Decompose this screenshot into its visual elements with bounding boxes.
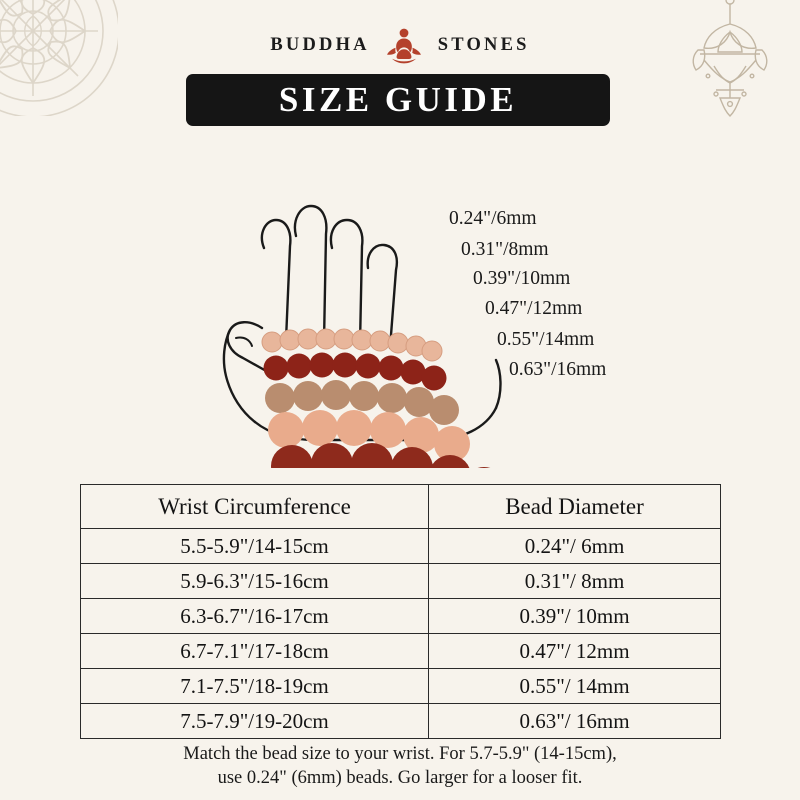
- hand-bracelets-illustration: [0, 128, 800, 468]
- callout-label: 0.63"/16mm: [509, 359, 607, 380]
- callout-label: 0.24"/6mm: [449, 208, 537, 229]
- cell-bead: 0.24"/ 6mm: [429, 529, 721, 564]
- size-table-wrapper: [80, 484, 720, 739]
- cell-bead: 0.55"/ 14mm: [429, 669, 721, 704]
- cell-wrist: 6.7-7.1"/17-18cm: [81, 634, 429, 669]
- callout-label: 0.55"/14mm: [497, 329, 595, 350]
- size-table: [80, 484, 721, 739]
- cell-bead: 0.39"/ 10mm: [429, 599, 721, 634]
- cell-bead: 0.31"/ 8mm: [429, 564, 721, 599]
- footer-note-line-2: use 0.24" (6mm) beads. Go larger for a looser fit.: [217, 768, 583, 788]
- cell-wrist: 6.3-6.7"/16-17cm: [81, 599, 429, 634]
- table-row: [81, 529, 721, 564]
- cell-bead: 0.47"/ 12mm: [429, 634, 721, 669]
- buddha-figure-icon: [384, 26, 424, 64]
- page-title: SIZE GUIDE: [278, 80, 518, 119]
- cell-wrist: 7.1-7.5"/18-19cm: [81, 669, 429, 704]
- table-header-row: [81, 485, 721, 529]
- callout-label: 0.47"/12mm: [485, 298, 583, 319]
- table-row: [81, 634, 721, 669]
- table-row: [81, 704, 721, 739]
- cell-wrist: 5.5-5.9"/14-15cm: [81, 529, 429, 564]
- footer-note: [90, 742, 710, 790]
- table-row: [81, 599, 721, 634]
- cell-wrist: 7.5-7.9"/19-20cm: [81, 704, 429, 739]
- cell-wrist: 5.9-6.3"/15-16cm: [81, 564, 429, 599]
- table-row: [81, 669, 721, 704]
- cell-bead: 0.63"/ 16mm: [429, 704, 721, 739]
- brand-word-right: STONES: [437, 34, 530, 55]
- table-row: [81, 564, 721, 599]
- callout-label: 0.39"/10mm: [473, 268, 571, 289]
- page-title-banner: [186, 74, 610, 126]
- brand-header: [0, 26, 800, 64]
- table-header-bead: Bead Diameter: [429, 485, 721, 529]
- table-header-wrist: Wrist Circumference: [81, 485, 429, 529]
- brand-word-left: BUDDHA: [270, 34, 370, 55]
- callout-label: 0.31"/8mm: [461, 239, 549, 260]
- footer-note-line-1: Match the bead size to your wrist. For 5.7-5.9" (14-15cm),: [183, 744, 617, 764]
